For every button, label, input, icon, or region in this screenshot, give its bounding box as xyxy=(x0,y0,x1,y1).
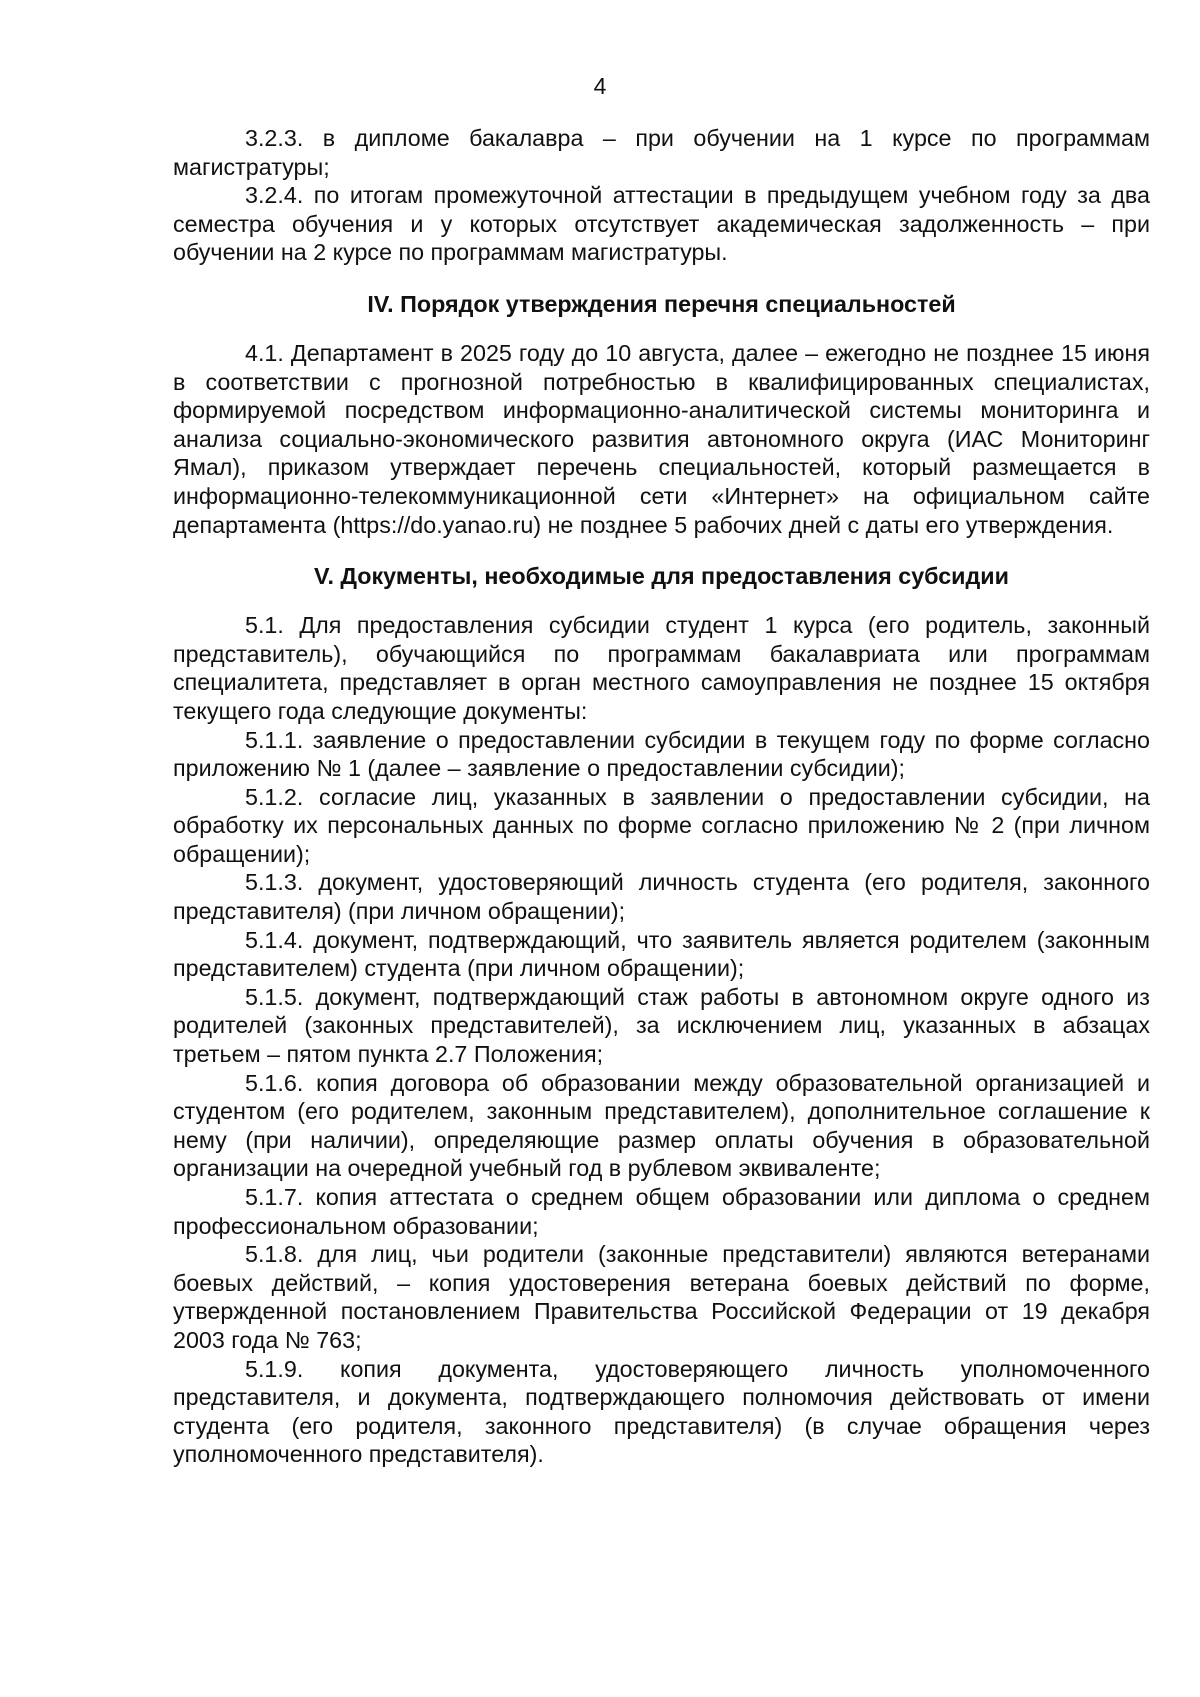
clause-text: в дипломе бакалавра – при обучении на 1 курсе по программам магистратуры; xyxy=(173,125,1150,180)
section-heading-iv: IV. Порядок утверждения перечня специальностей xyxy=(367,290,956,317)
paragraph-5-1-6 xyxy=(173,1069,1150,1183)
clause-number: 5.1.8. xyxy=(245,1241,304,1268)
paragraph-5-1-4 xyxy=(173,926,1150,983)
paragraph-5-1-5 xyxy=(173,983,1150,1069)
clause-number: 3.2.4. xyxy=(245,182,304,209)
page-number: 4 xyxy=(593,73,607,99)
clause-number: 5.1.1. xyxy=(245,726,304,753)
clause-text: документ, подтверждающий, что заявитель является родителем (законным представителем) студента (при личном обращении); xyxy=(173,926,1150,982)
section-heading-v: V. Документы, необходимые для предоставления субсидии xyxy=(314,563,1009,590)
clause-text: заявление о предоставлении субсидии в текущем году по форме согласно приложению № 1 (далее – заявление о предоставлении субсидии); xyxy=(173,726,1150,782)
clause-text: для лиц, чьи родители (законные представители) являются ветеранами боевых действий, – копия удостоверения ветерана боевых действий по форме, утвержденной постановлением Правительства Российской Федерации от 19 декабря 2003 года № 763; xyxy=(173,1241,1150,1353)
paragraph-5-1-7 xyxy=(173,1183,1150,1240)
clause-number: 5.1.6. xyxy=(245,1069,304,1096)
clause-number: 5.1.5. xyxy=(245,983,304,1010)
paragraph-5-1-8 xyxy=(173,1240,1150,1354)
document-body xyxy=(173,124,1150,1469)
clause-number: 4.1. xyxy=(245,339,284,366)
paragraph-5-1-3 xyxy=(173,868,1150,925)
paragraph-5-1-2 xyxy=(173,783,1150,869)
clause-text: копия документа, удостоверяющего личность уполномоченного представителя, и документа, подтверждающего полномочия действовать от имени студента (его родителя, законного представителя) (в случае обращения через уполномоченного представителя). xyxy=(173,1355,1150,1468)
clause-text: документ, удостоверяющий личность студента (его родителя, законного представителя) (при личном обращении); xyxy=(173,869,1150,925)
paragraph-5-1-9 xyxy=(173,1355,1150,1469)
clause-number: 5.1.3. xyxy=(245,869,304,896)
clause-text: Департамент в 2025 году до 10 августа, далее – ежегодно не позднее 15 июня в соответствии с прогнозной потребностью в квалифицированных специалистах, формируемой посредством информационно-аналитической системы мониторинга и анализа социально-экономического развития автономного округа (ИАС Мониторинг Ямал), приказом утверждает перечень специальностей, который размещается в информационно-телекоммуникационной сети «Интернет» на официальном сайте департамента (https://do.yanao.ru) не позднее 5 рабочих дней с даты его утверждения. xyxy=(173,339,1150,538)
paragraph-5-1-1 xyxy=(173,726,1150,783)
clause-number: 5.1. xyxy=(245,612,284,639)
clause-text: согласие лиц, указанных в заявлении о предоставлении субсидии, на обработку их персональных данных по форме согласно приложению № 2 (при личном обращении); xyxy=(173,783,1150,867)
clause-number: 5.1.9. xyxy=(245,1355,304,1382)
clause-text: копия аттестата о среднем общем образовании или диплома о среднем профессиональном образовании; xyxy=(173,1184,1150,1239)
clause-text: Для предоставления субсидии студент 1 курса (его родитель, законный представитель), обучающийся по программам бакалавриата или программам специалитета, представляет в орган местного самоуправления не позднее 15 октября текущего года следующие документы: xyxy=(173,612,1150,724)
clause-number: 3.2.3. xyxy=(245,125,304,151)
clause-number: 5.1.4. xyxy=(245,926,304,953)
clause-text: по итогам промежуточной аттестации в предыдущем учебном году за два семестра обучения и у которых отсутствует академическая задолженность – при обучении на 2 курсе по программам магистратуры. xyxy=(173,182,1150,266)
clause-number: 5.1.2. xyxy=(245,783,304,810)
clause-text: документ, подтверждающий стаж работы в автономном округе одного из родителей (законных представителей), за исключением лиц, указанных в абзацах третьем – пятом пункта 2.7 Положения; xyxy=(173,983,1150,1068)
paragraph-5-1 xyxy=(173,611,1150,725)
clause-text: копия договора об образовании между образовательной организацией и студентом (его родителем, законным представителем), дополнительное соглашение к нему (при наличии), определяющие размер оплаты обучения в образовательной организации на очередной учебный год в рублевом эквиваленте; xyxy=(173,1069,1150,1182)
paragraph-4-1 xyxy=(173,339,1150,539)
paragraph-3-2-3 xyxy=(173,124,1150,181)
paragraph-3-2-4 xyxy=(173,181,1150,267)
clause-number: 5.1.7. xyxy=(245,1184,304,1210)
